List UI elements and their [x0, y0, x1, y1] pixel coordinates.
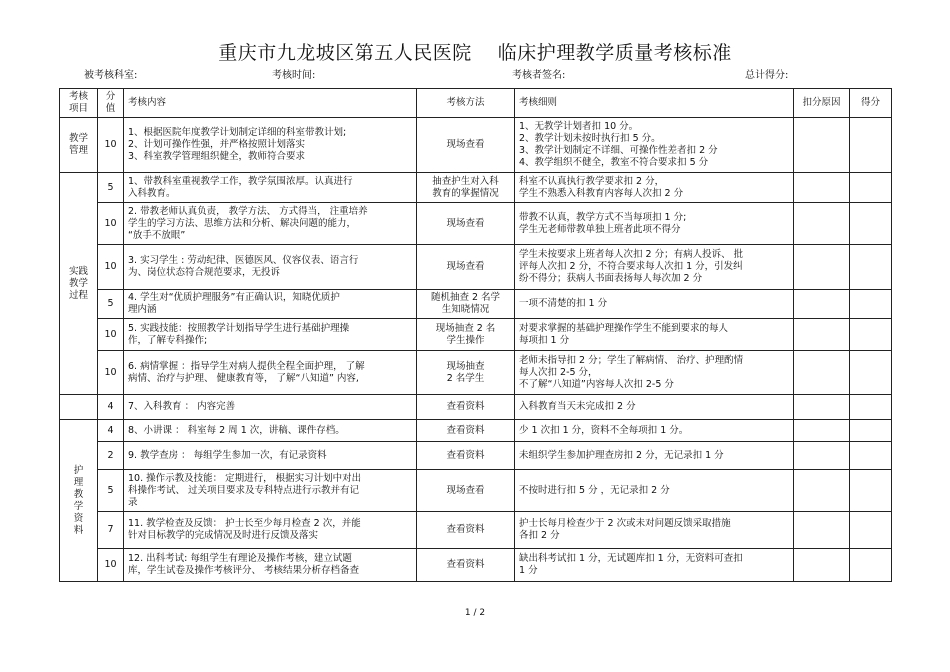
score-cell[interactable]	[850, 420, 892, 442]
header-detail: 考核细则	[515, 89, 794, 118]
table-row	[60, 319, 892, 351]
dept-label: 被考核科室:	[84, 70, 138, 81]
score-cell[interactable]	[850, 395, 892, 420]
row-detail: 缺出科考试扣 1 分，无试题库扣 1 分，无资料可查扣 1 分	[515, 549, 794, 582]
row-detail: 未组织学生参加护理查房扣 2 分，无记录扣 1 分	[515, 442, 794, 470]
row-content: 10. 操作示教及技能： 定期进行， 根据实习计划中对出 科操作考试、 过关项目要求及专科特点进行示教并有记 录	[124, 470, 417, 512]
row-detail: 一项不清楚的扣 1 分	[515, 290, 794, 319]
row-method: 现场查看	[417, 118, 515, 173]
table-row	[60, 442, 892, 470]
row-method: 查看资料	[417, 395, 515, 420]
table-row	[60, 245, 892, 290]
row-score: 10	[98, 319, 124, 351]
row-detail: 学生未按要求上班者每人次扣 2 分；有病人投诉、 批 评每人次扣 2 分，不符合要求每人次扣 1 分，引发纠 纷不得分；获病人书面表扬每人每次加 2 分	[515, 245, 794, 290]
table-row	[60, 290, 892, 319]
header-score: 分 值	[98, 89, 124, 118]
standard-name: 临床护理教学质量考核标准	[497, 42, 732, 64]
row-method: 现场抽查 2 名 学生操作	[417, 319, 515, 351]
score-cell[interactable]	[850, 118, 892, 173]
row-content: 6. 病情掌握 ：指导学生对病人提供全程全面护理， 了解 病情、治疗与护理、 健康教育等， 了解“八知道” 内容,	[124, 351, 417, 395]
row-content: 2. 带教老师认真负责， 教学方法、 方式得当， 注重培养 学生的学习方法、思维方法和分析、解决问题的能力， “放手不放眼”	[124, 203, 417, 245]
row-content: 4. 学生对“优质护理服务”有正确认识，知晓优质护 理内涵	[124, 290, 417, 319]
deduction-reason-cell[interactable]	[794, 470, 850, 512]
row-content: 1、根据医院年度教学计划制定详细的科室带教计划; 2、计划可操作性强，并严格按照计划落实 3、科室教学管理组织健全，教师符合要求	[124, 118, 417, 173]
deduction-reason-cell[interactable]	[794, 319, 850, 351]
header-method: 考核方法	[417, 89, 515, 118]
row-method: 随机抽查 2 名学 生知晓情况	[417, 290, 515, 319]
row-score: 5	[98, 173, 124, 203]
row-method: 查看资料	[417, 442, 515, 470]
row-detail: 护士长每月检查少于 2 次或未对问题反馈采取措施 各扣 2 分	[515, 512, 794, 549]
table-row	[60, 549, 892, 582]
row-content: 8、小讲课 ： 科室每 2 周 1 次，讲稿、课件存档。	[124, 420, 417, 442]
row-method: 抽查护生对入科 教育的掌握情况	[417, 173, 515, 203]
row-content: 1、带教科室重视教学工作，教学氛围浓厚。认真进行 入科教育。	[124, 173, 417, 203]
header-got: 得分	[850, 89, 892, 118]
row-detail: 1、无教学计划者扣 10 分。 2、教学计划未按时执行扣 5 分。 3、教学计划制定不详细、可操作性差者扣 2 分 4、教学组织不健全，教室不符合要求扣 5 分	[515, 118, 794, 173]
row-method: 查看资料	[417, 420, 515, 442]
deduction-reason-cell[interactable]	[794, 420, 850, 442]
row-score: 4	[98, 420, 124, 442]
hospital-name: 重庆市九龙坡区第五人民医院	[218, 42, 472, 64]
header-item: 考核 项目	[60, 89, 98, 118]
row-method: 现场查看	[417, 470, 515, 512]
deduction-reason-cell[interactable]	[794, 549, 850, 582]
table-row	[60, 118, 892, 173]
row-score: 5	[98, 290, 124, 319]
deduction-reason-cell[interactable]	[794, 512, 850, 549]
assessment-table	[59, 88, 892, 582]
row-detail: 科室不认真执行教学要求扣 2 分， 学生不熟悉入科教育内容每人次扣 2 分	[515, 173, 794, 203]
deduction-reason-cell[interactable]	[794, 118, 850, 173]
deduction-reason-cell[interactable]	[794, 245, 850, 290]
score-cell[interactable]	[850, 512, 892, 549]
row-score: 7	[98, 512, 124, 549]
row-score: 4	[98, 395, 124, 420]
row-detail: 对要求掌握的基础护理操作学生不能到要求的每人 每项扣 1 分	[515, 319, 794, 351]
section-blank-cell	[60, 395, 98, 420]
score-cell[interactable]	[850, 442, 892, 470]
total-score-label: 总计得分:	[745, 70, 789, 81]
score-cell[interactable]	[850, 470, 892, 512]
row-score: 10	[98, 203, 124, 245]
table-row	[60, 470, 892, 512]
row-detail: 带教不认真，教学方式不当每项扣 1 分; 学生无老师带教单独上班者此项不得分	[515, 203, 794, 245]
row-method: 查看资料	[417, 549, 515, 582]
row-content: 11. 教学检查及反馈： 护士长至少每月检查 2 次，并能 针对目标教学的完成情况及时进行反馈及落实	[124, 512, 417, 549]
row-score: 5	[98, 470, 124, 512]
row-content: 5. 实践技能：按照教学计划指导学生进行基础护理操 作，了解专科操作;	[124, 319, 417, 351]
table-header-row	[60, 89, 892, 118]
section-teaching-management: 教学 管理	[60, 118, 98, 173]
row-content: 7、入科教育 ： 内容完善	[124, 395, 417, 420]
deduction-reason-cell[interactable]	[794, 203, 850, 245]
table-row	[60, 512, 892, 549]
score-cell[interactable]	[850, 245, 892, 290]
row-detail: 入科教育当天未完成扣 2 分	[515, 395, 794, 420]
score-cell[interactable]	[850, 290, 892, 319]
row-method: 现场查看	[417, 203, 515, 245]
row-detail: 不按时进行扣 5 分 ，无记录扣 2 分	[515, 470, 794, 512]
row-score: 10	[98, 549, 124, 582]
header-reason: 扣分原因	[794, 89, 850, 118]
score-cell[interactable]	[850, 549, 892, 582]
row-detail: 少 1 次扣 1 分，资料不全每项扣 1 分。	[515, 420, 794, 442]
row-method: 现场抽查 2 名学生	[417, 351, 515, 395]
table-row	[60, 203, 892, 245]
table-row	[60, 420, 892, 442]
row-method: 查看资料	[417, 512, 515, 549]
row-content: 9. 教学查房 ： 每组学生参加一次，有记录资料	[124, 442, 417, 470]
row-content: 3. 实习学生 : 劳动纪律、医德医风、仪容仪表、语言行 为、岗位状态符合规范要求，无投诉	[124, 245, 417, 290]
score-cell[interactable]	[850, 203, 892, 245]
row-content: 12. 出科考试: 每组学生有理论及操作考核，建立试题 库，学生试卷及操作考核评分、 考核结果分析存档备查	[124, 549, 417, 582]
row-score: 10	[98, 118, 124, 173]
row-score: 2	[98, 442, 124, 470]
deduction-reason-cell[interactable]	[794, 173, 850, 203]
time-label: 考核时间:	[272, 70, 316, 81]
document-title	[0, 38, 950, 65]
header-content: 考核内容	[124, 89, 417, 118]
page-number: 1 / 2	[464, 608, 486, 618]
row-score: 10	[98, 351, 124, 395]
table-row	[60, 395, 892, 420]
score-cell[interactable]	[850, 173, 892, 203]
score-cell[interactable]	[850, 319, 892, 351]
section-practice-teaching: 实践 教学 过程	[60, 173, 98, 395]
deduction-reason-cell[interactable]	[794, 290, 850, 319]
row-detail: 老师未指导扣 2 分；学生了解病情、 治疗、护理酌情 每人次扣 2-5 分， 不了解“八知道”内容每人次扣 2-5 分	[515, 351, 794, 395]
table-row	[60, 351, 892, 395]
deduction-reason-cell[interactable]	[794, 351, 850, 395]
score-cell[interactable]	[850, 351, 892, 395]
section-teaching-records: 护 理 教 学 资 料	[60, 420, 98, 582]
table-row	[60, 173, 892, 203]
row-score: 10	[98, 245, 124, 290]
row-method: 现场查看	[417, 245, 515, 290]
signer-label: 考核者签名:	[512, 70, 566, 81]
deduction-reason-cell[interactable]	[794, 442, 850, 470]
deduction-reason-cell[interactable]	[794, 395, 850, 420]
